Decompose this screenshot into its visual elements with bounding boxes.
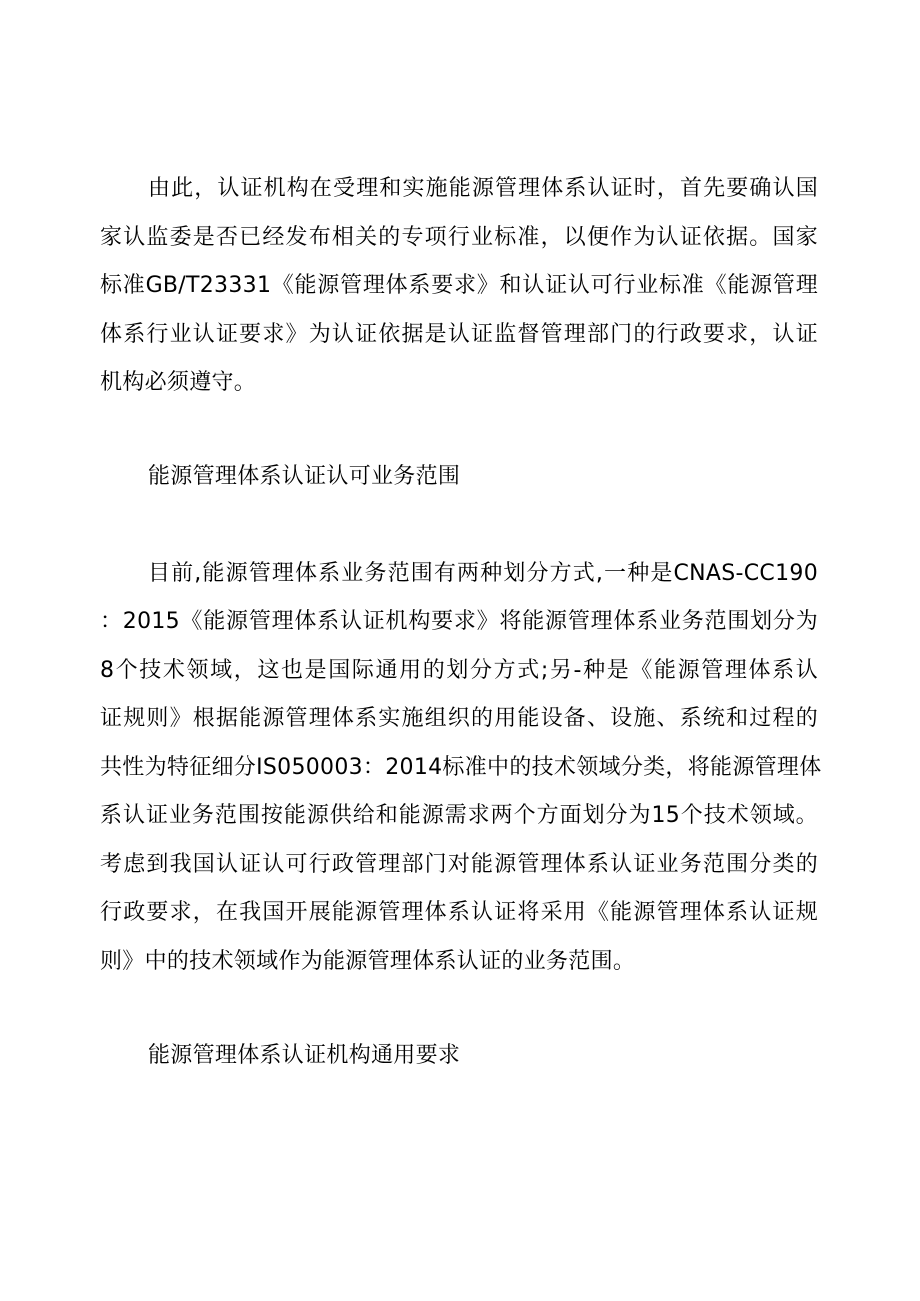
paragraph-2-line-9: 则》中的技术领域作为能源管理体系认证的业务范围。 [100,949,636,974]
paragraph-1-line-3: 标准GB/T23331《能源管理体系要求》和认证认可行业标准《能源管理 [100,273,818,298]
paragraph-1-line-4: 体系行业认证要求》为认证依据是认证监督管理部门的行政要求，认证 [100,322,818,347]
paragraph-2-line-7: 考虑到我国认证认可行政管理部门对能源管理体系认证业务范围分类的 [100,852,818,877]
paragraph-1-line-1: 由此，认证机构在受理和实施能源管理体系认证时，首先要确认国 [148,176,818,201]
paragraph-2-line-5: 共性为特征细分IS050003：2014标准中的技术领域分类，将能源管理体 [100,755,822,780]
section-heading-business-scope: 能源管理体系认证认可业务范围 [148,464,461,489]
paragraph-2-line-4: 证规则》根据能源管理体系实施组织的用能设备、设施、系统和过程的 [100,706,818,731]
section-heading-general-requirements: 能源管理体系认证机构通用要求 [148,1043,461,1068]
paragraph-2-line-2: ：2015《能源管理体系认证机构要求》将能源管理体系业务范围划分为 [100,609,818,634]
paragraph-1-line-2: 家认监委是否已经发布相关的专项行业标准，以便作为认证依据。国家 [100,225,818,250]
paragraph-2-line-1: 目前,能源管理体系业务范围有两种划分方式,一种是CNAS-CC190 [148,561,818,586]
paragraph-2-line-6: 系认证业务范围按能源供给和能源需求两个方面划分为15个技术领域。 [100,803,818,828]
paragraph-1-line-5: 机构必须遵守。 [100,370,257,395]
paragraph-2-line-3: 8个技术领域，这也是国际通用的划分方式;另-种是《能源管理体系认 [100,658,818,683]
paragraph-2-line-8: 行政要求，在我国开展能源管理体系认证将采用《能源管理体系认证规 [100,900,818,925]
